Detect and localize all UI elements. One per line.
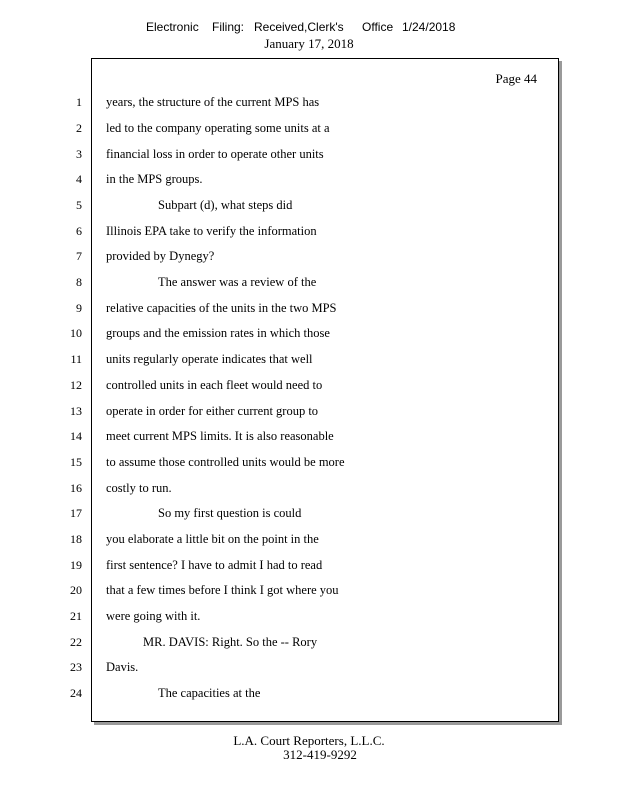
- line-number: 20: [70, 583, 82, 597]
- transcript-line: financial loss in order to operate other units: [106, 147, 324, 161]
- line-number: 4: [76, 172, 82, 186]
- line-number: 23: [70, 660, 82, 674]
- transcript-line: The capacities at the: [158, 686, 261, 700]
- filing-date: 1/24/2018: [402, 20, 456, 34]
- transcript-line: to assume those controlled units would be more: [106, 455, 345, 469]
- transcript-line: were going with it.: [106, 609, 201, 623]
- transcript-line: controlled units in each fleet would need to: [106, 378, 323, 392]
- transcript-line: groups and the emission rates in which those: [106, 326, 330, 340]
- line-number: 3: [76, 147, 82, 161]
- line-number: 17: [70, 506, 82, 520]
- transcript-line: So my first question is could: [158, 506, 302, 520]
- transcript-line: operate in order for either current group to: [106, 404, 319, 418]
- line-number: 16: [70, 481, 82, 495]
- transcript-line: provided by Dynegy?: [106, 249, 215, 263]
- line-number: 10: [70, 326, 82, 340]
- transcript-line: relative capacities of the units in the two MPS: [106, 301, 337, 315]
- filing-office: Office: [362, 20, 394, 34]
- transcript-line: years, the structure of the current MPS has: [106, 95, 320, 109]
- transcript-line: you elaborate a little bit on the point in the: [106, 532, 319, 546]
- line-number: 7: [76, 249, 82, 263]
- line-number: 19: [70, 558, 82, 572]
- line-number: 18: [70, 532, 82, 546]
- transcript-line: MR. DAVIS: Right. So the -- Rory: [143, 635, 318, 649]
- transcript-line: costly to run.: [106, 481, 172, 495]
- transcript-line: first sentence? I have to admit I had to read: [106, 558, 323, 572]
- line-number: 15: [70, 455, 82, 469]
- transcript-line: in the MPS groups.: [106, 172, 203, 186]
- line-number: 21: [70, 609, 82, 623]
- line-number: 2: [76, 121, 82, 135]
- electronic-filing-stamp: [0, 20, 618, 36]
- transcript-line: Davis.: [106, 660, 139, 674]
- transcript-line: meet current MPS limits. It is also reasonable: [106, 429, 334, 443]
- filing-received: Received,Clerk's: [254, 20, 344, 34]
- footer-company: L.A. Court Reporters, L.L.C.: [233, 733, 385, 748]
- transcript-date: January 17, 2018: [264, 36, 354, 51]
- footer-phone: 312-419-9292: [283, 747, 357, 762]
- transcript-line: Illinois EPA take to verify the information: [106, 224, 317, 238]
- line-number: 12: [70, 378, 82, 392]
- transcript-line: that a few times before I think I got where you: [106, 583, 339, 597]
- line-number: 13: [70, 404, 82, 418]
- line-number: 9: [76, 301, 82, 315]
- line-number: 1: [76, 95, 82, 109]
- line-number: 6: [76, 224, 82, 238]
- transcript-line: units regularly operate indicates that well: [106, 352, 313, 366]
- line-number: 8: [76, 275, 82, 289]
- line-number: 22: [70, 635, 82, 649]
- transcript-line: Subpart (d), what steps did: [158, 198, 293, 212]
- filing-label: Filing:: [212, 20, 245, 34]
- line-number: 24: [70, 686, 82, 700]
- line-number: 5: [76, 198, 82, 212]
- transcript-line: led to the company operating some units at a: [106, 121, 330, 135]
- filing-electronic: Electronic: [146, 20, 199, 34]
- page-number: Page 44: [495, 71, 537, 86]
- line-number: 11: [70, 352, 82, 366]
- line-number: 14: [70, 429, 82, 443]
- transcript-line: The answer was a review of the: [158, 275, 317, 289]
